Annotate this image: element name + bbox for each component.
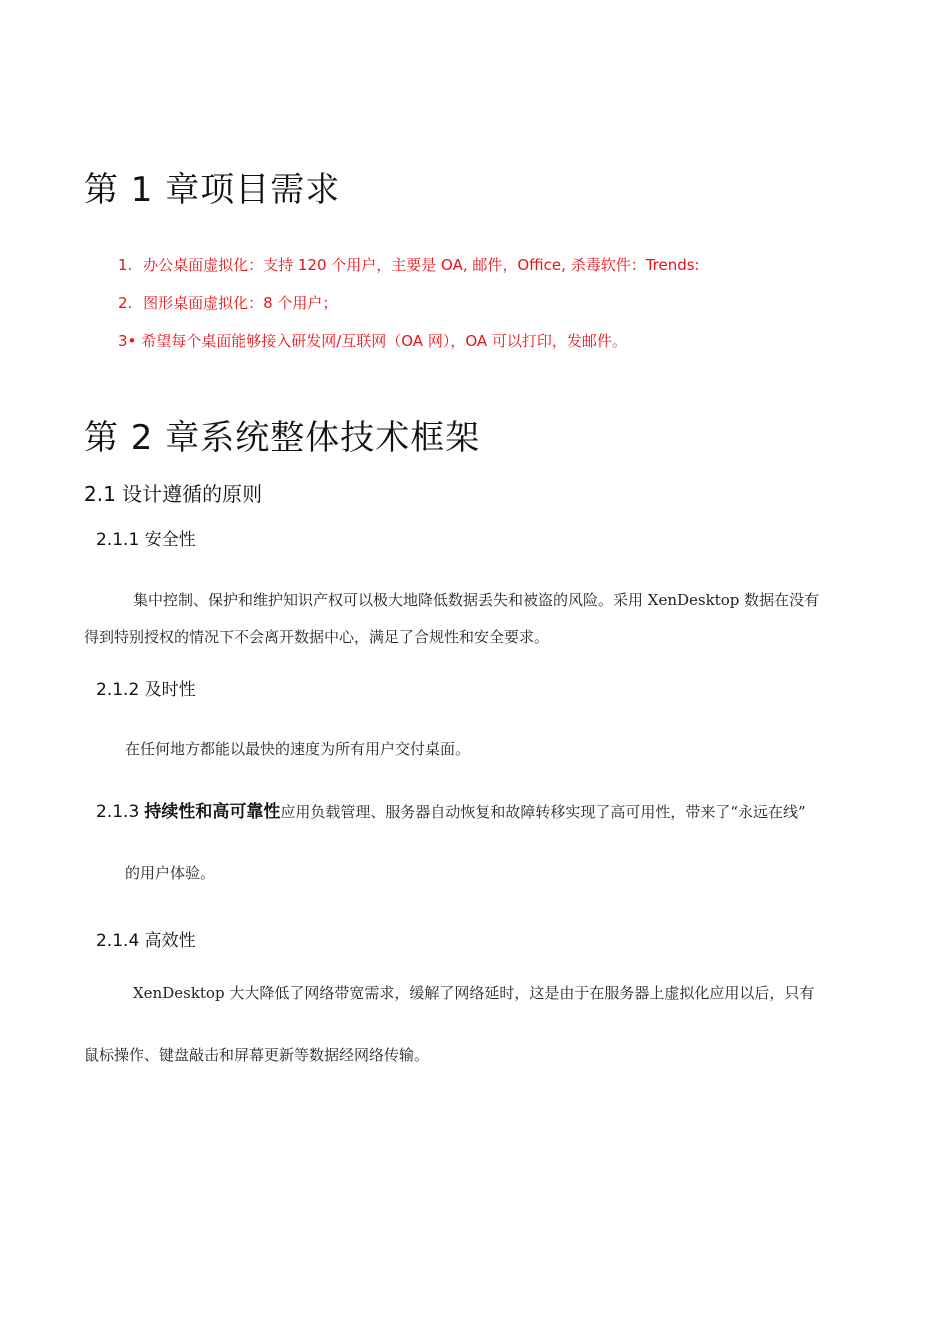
requirement-item	[118, 292, 337, 313]
paragraph-line: 的用户体验。	[125, 864, 216, 882]
requirement-item	[118, 330, 627, 351]
section-2-1-2-title: 2.1.2 及时性	[96, 680, 196, 700]
requirement-item	[118, 254, 700, 275]
requirement-text: 希望每个桌面能够接入研发网/互联网（OA 网），OA 可以打印，发邮件。	[141, 332, 627, 350]
chapter-1-title: 第 1 章项目需求	[84, 170, 341, 210]
section-2-1-3-number: 2.1.3	[96, 802, 140, 822]
paragraph-line: 在任何地方都能以最快的速度为所有用户交付桌面。	[125, 740, 471, 758]
requirement-text: 图形桌面虚拟化：8 个用户；	[143, 294, 338, 312]
section-2-1-3-title: 持续性和高可靠性	[144, 802, 281, 822]
chapter-2-title: 第 2 章系统整体技术框架	[84, 418, 481, 458]
paragraph-line: 集中控制、保护和维护知识产权可以极大地降低数据丢失和被盗的风险。采用 XenDesktop 数据在没有	[133, 591, 820, 609]
paragraph-line: 鼠标操作、键盘敲击和屏幕更新等数据经网络传输。	[84, 1046, 430, 1064]
section-2-1-1-title: 2.1.1 安全性	[96, 530, 196, 550]
list-marker: 1.	[118, 256, 133, 274]
section-2-1-4-title: 2.1.4 高效性	[96, 931, 196, 951]
paragraph-inline: 应用负载管理、服务器自动恢复和故障转移实现了高可用性，带来了“永远在线”	[280, 803, 806, 821]
paragraph-line: 得到特别授权的情况下不会离开数据中心，满足了合规性和安全要求。	[84, 628, 550, 646]
list-marker: 3•	[118, 332, 137, 350]
section-2-1-3	[96, 797, 806, 822]
list-marker: 2.	[118, 294, 133, 312]
paragraph-line: XenDesktop 大大降低了网络带宽需求，缓解了网络延时，这是由于在服务器上虚拟化应用以后，只有	[133, 984, 815, 1002]
requirement-text: 办公桌面虚拟化：支持 120 个用户，主要是 OA, 邮件，Office, 杀毒软件：Trends:	[143, 256, 700, 274]
section-2-1-title: 2.1 设计遵循的原则	[84, 482, 263, 506]
